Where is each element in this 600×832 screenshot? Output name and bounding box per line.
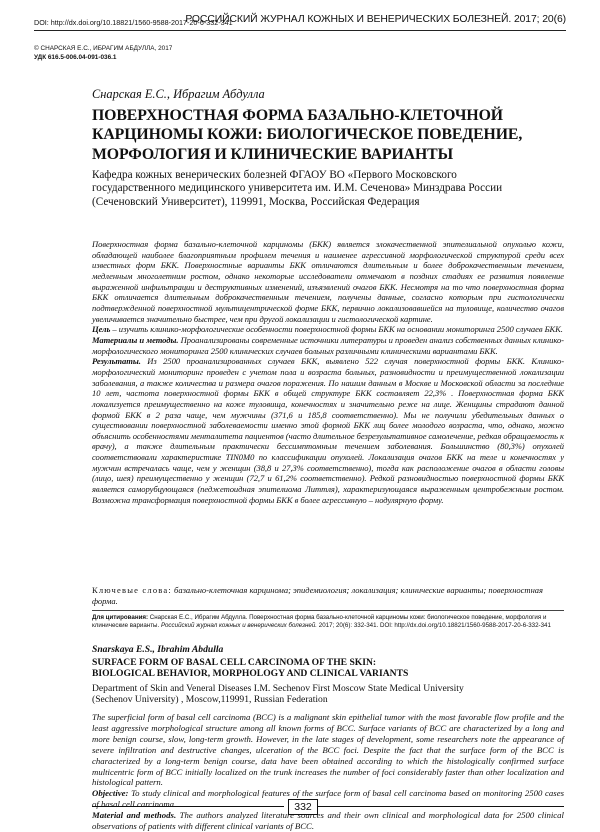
authors-ru: Снарская Е.С., Ибрагим Абдулла — [92, 87, 265, 102]
citation-block — [92, 614, 564, 630]
page-number: 332 — [288, 799, 318, 815]
title-ru-line: МОРФОЛОГИЯ И КЛИНИЧЕСКИЕ ВАРИАНТЫ — [92, 145, 562, 164]
copyright-block — [34, 44, 172, 62]
citation-divider — [92, 610, 564, 611]
aim-text: – изучить клинико-морфологические особенности поверхностной формы БКК на основании мониторинга 2500 случаев БКК. — [110, 324, 563, 334]
methods-label: Материалы и методы. — [92, 335, 178, 345]
abstract-ru-methods — [92, 335, 564, 356]
article-title-en — [92, 657, 562, 680]
authors-en: Snarskaya E.S., Ibrahim Abdulla — [92, 644, 223, 655]
affiliation-ru-line: Кафедра кожных венерических болезней ФГАОУ ВО «Первого Московского — [92, 169, 552, 182]
abstract-ru-results — [92, 356, 564, 505]
aim-label: Цель — [92, 324, 110, 334]
objective-text: To study clinical and morphological features of the surface form of basal cell carcinoma based on monitoring 2500 cases of basal cell carcinoma. — [92, 788, 564, 809]
affiliation-ru-line: государственного медицинского университета им. И.М. Сеченова» Минздрава России — [92, 182, 552, 195]
title-ru-line: ПОВЕРХНОСТНАЯ ФОРМА БАЗАЛЬНО-КЛЕТОЧНОЙ — [92, 106, 562, 125]
methods-en-label: Material and methods. — [92, 810, 176, 820]
header-journal-title: РОССИЙСКИЙ ЖУРНАЛ КОЖНЫХ И ВЕНЕРИЧЕСКИХ БОЛЕЗНЕЙ. 2017; 20(6) — [185, 14, 566, 25]
results-label: Результаты. — [92, 356, 141, 366]
udk-line — [34, 53, 172, 62]
article-title-ru — [92, 106, 562, 164]
methods-text: Проанализированы современные источники литературы и проведен анализ собственных данных клинико-морфологического мониторинга 2500 клинических случаев больных различными клиническими вариантами БКК. — [92, 335, 564, 356]
methods-en-text: The authors analyzed literature sources and their own clinical and morphological data for 2500 clinical observations of patients with different clinical variants of BCC. — [92, 810, 564, 831]
citation-tail: 2017; 20(6): 332-341. DOI: http://dx.doi.org/10.18821/1560-9588-2017-20-6-332-341 — [317, 622, 551, 629]
objective-label: Objective: — [92, 788, 128, 798]
citation-label: Для цитирования: — [92, 614, 148, 621]
footer-rule-left — [92, 806, 284, 807]
title-ru-line: КАРЦИНОМЫ КОЖИ: БИОЛОГИЧЕСКОЕ ПОВЕДЕНИЕ, — [92, 125, 562, 144]
keywords-text: базально-клеточная карцинома; эпидемиология; локализация; клинические варианты; поверхностная форма. — [92, 585, 543, 606]
citation-text: Снарская Е.С., Ибрагим Абдулла. Поверхностная форма базально-клеточной карциномы кожи: биологическое поведение, морфология и клинические варианты. — [92, 614, 546, 629]
copyright-line: © СНАРСКАЯ Е.С., ИБРАГИМ АБДУЛЛА, 2017 — [34, 44, 172, 53]
running-header — [34, 14, 566, 36]
footer-rule-right — [318, 806, 564, 807]
header-doi: DOI: http://dx.doi.org/10.18821/1560-9588-2017-20-6-332-341 — [34, 18, 233, 27]
affiliation-en — [92, 683, 552, 706]
header-rule — [34, 30, 566, 31]
abstract-ru-aim — [92, 324, 564, 335]
abstract-ru-intro: Поверхностная форма базально-клеточной карциномы (БКК) является злокачественной эпителиальной опухолью кожи, обладающей наиболее благоприятным профилем течения и наименее агрессивной морфологической структурой среди всех известных форм БКК. Поверхностные варианты БКК отличаются длительным и более доброкачественным течением, медленным многолетним ростом, однако некоторые исследователи отмечают в поздних стадиях ее развития появление выраженной инфильтрации и деструктивных изменений, изъязвлений очагов БКК. Несмотря на то что поверхностная форма БКК отличается длительным доброкачественным течением, получены данные, согласно которым при гистологически подтвержденной поверхностной мультицентрической форме БКК, первично локализовавшейся на туловище, количество очагов увеличивается значительно быстрее, чем при другой локализации и гистологической картине. — [92, 239, 564, 324]
results-text: Из 2500 проанализированных случаев БКК, выявлено 522 случая поверхностной формы БКК. Клинико-морфологический мониторинг проведен с учетом пола и возраста больных, разновидности и преимущественной локализации заболевания, а также количества и размера очагов поражения. По нашим данным в Москве и Московской области за последние 10 лет, частота поверхностной формы БКК в общей структуре БКК составляет 22,3% . Поверхностная форма БКК локализуется преимущественно на коже туловища, конечностях и значительно реже на лице. Женщины страдают данной формой БКК в 2 раза чаще, чем мужчины (371,6 и 185,8 соответственно). Мы не получили убедительных данных о существовании поверхностной заболеваемости именно этой формой БКК лиц более молодого возраста, что, однако, можно объяснить особенностями менталитета пациентов (часто длительное безрезультативное самолечение, редкая обращаемость к врачу), а также длительным практически бессимптомным течением заболевания. Большинство (80,3%) опухолей соответствовали характеристике TIN0M0 по классификации опухолей. Локализация очагов БКК на теле и конечностях у мужчин встречалась чаще, чем у женщин (38,8 и 27,3% соответственно), тогда как расположение очагов в области головы (лицо, шея) преимущественно у женщин (72,7 и 61,2% соответственно). Редкой разновидностью поверхностной формы БКК является саморубцующаяся (педжетоидная эпителиома Литтля), характеризующаяся выраженным центробежным ростом. Возможна трансформация поверхностной формы БКК в более агрессивную – нодулярную форму. — [92, 356, 564, 505]
udk-code: УДК 616.5-006.04-091-036.1 — [34, 54, 116, 61]
title-en-line: BIOLOGICAL BEHAVIOR, MORPHOLOGY AND CLINICAL VARIANTS — [92, 668, 562, 679]
title-en-line: SURFACE FORM OF BASAL CELL CARCINOMA OF THE SKIN: — [92, 657, 562, 668]
keywords-ru — [92, 585, 564, 606]
abstract-en-methods — [92, 810, 564, 832]
affiliation-en-line: Department of Skin and Veneral Diseases I.M. Sechenov First Moscow State Medical University — [92, 683, 552, 694]
abstract-ru — [92, 239, 564, 505]
citation-journal: Российский журнал кожных и венерических болезней. — [159, 622, 317, 629]
abstract-en — [92, 712, 564, 832]
keywords-label: Ключевые слова: — [92, 585, 172, 595]
abstract-en-intro: The superficial form of basal cell carcinoma (BCC) is a malignant skin epithelial tumor with the most favorable flow profile and the least aggressive morphological structure among all known forms of BCC. Surface variants of BCC are characterized by a long and more benign course, slow, long-term growth. However, in the late stages of development, some researchers note the appearance of severe infiltration and destructive changes, ulceration of the BCC foci. Despite the fact that the surface form of the BCC is characterized by a long-term benign course, data have been obtained according to which the histologically confirmed surface multicentric form of BCC initially localized on the trunk increases the number of foci considerably faster than other localization and histological pattern. — [92, 712, 564, 788]
affiliation-ru-line: (Сеченовский Университет), 119991, Москва, Российская Федерация — [92, 196, 552, 209]
affiliation-en-line: (Sechenov University) , Moscow,119991, Russian Federation — [92, 694, 552, 705]
affiliation-ru — [92, 169, 552, 209]
